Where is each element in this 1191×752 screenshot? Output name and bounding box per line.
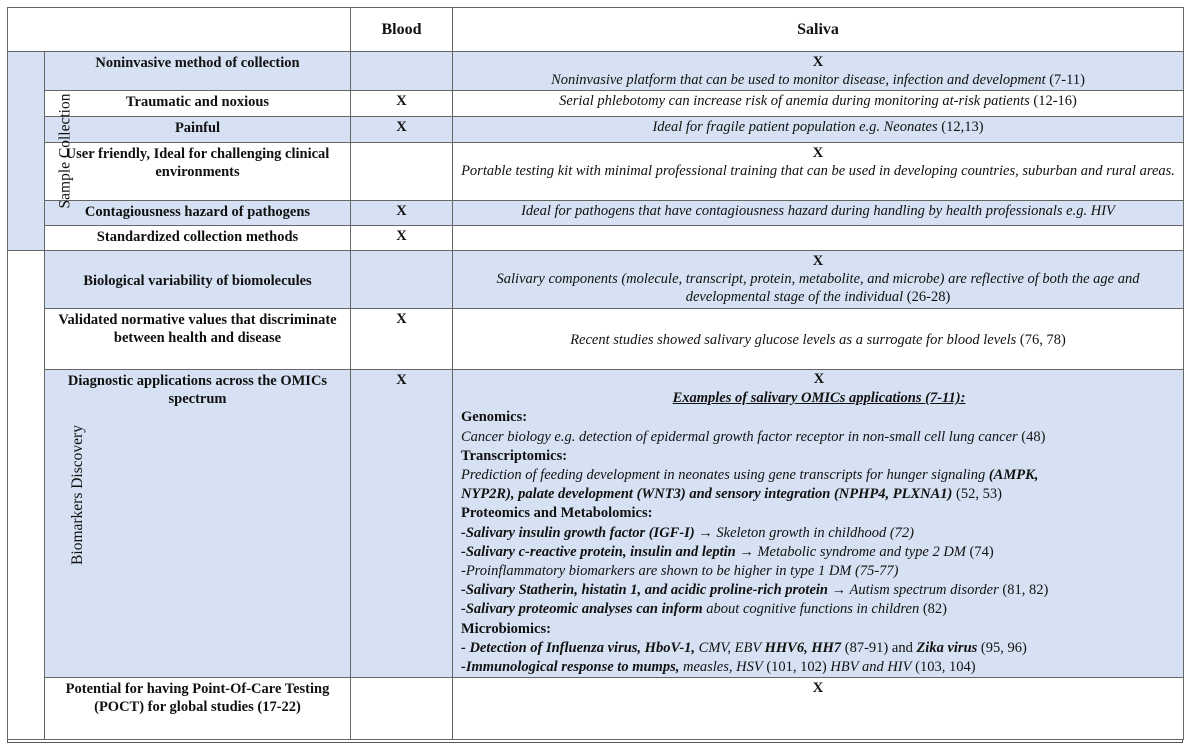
table-row: [8, 309, 1184, 370]
genomics-text: Cancer biology e.g. detection of epidermal growth factor receptor in non-small cell lung cancer: [461, 428, 1018, 445]
group-label-sample-collection: [8, 52, 74, 251]
microbiomics-item-1-bold: - Detection of Influenza virus, HboV-1,: [461, 639, 696, 656]
criterion-cell: Contagiousness hazard of pathogens: [45, 201, 351, 226]
proteomics-item-4-text: Autism spectrum disorder: [846, 582, 999, 599]
table-row: [8, 201, 1184, 226]
transcriptomics-ref: (52, 53): [952, 486, 1002, 503]
saliva-cell: [453, 309, 1184, 370]
header-corner: [8, 8, 351, 52]
group-label-text: Biomarkers Discovery: [68, 425, 86, 566]
table-row: [8, 52, 1184, 91]
table-row: [8, 251, 1184, 309]
saliva-ref: (26-28): [903, 289, 951, 305]
criterion-cell: User friendly, Ideal for challenging clinical environments: [45, 143, 351, 201]
blood-cell: X: [351, 226, 453, 251]
blood-cell: [351, 678, 453, 740]
microbiomics-item-1-ref-2: (95, 96): [977, 639, 1027, 656]
criterion-cell: Traumatic and noxious: [45, 91, 351, 117]
saliva-text: Ideal for fragile patient population e.g. Neonates: [652, 119, 938, 135]
transcriptomics-heading: Transcriptomics:: [461, 447, 568, 464]
saliva-x-mark: X: [812, 680, 824, 697]
saliva-cell: [453, 91, 1184, 117]
proteomics-item-5-text: about cognitive functions in children: [702, 601, 920, 618]
microbiomics-item-2-text: measles, HSV: [679, 659, 763, 676]
genomics-heading: Genomics:: [461, 409, 528, 426]
microbiomics-heading: Microbiomics:: [461, 620, 551, 637]
criterion-cell: Noninvasive method of collection: [45, 52, 351, 91]
saliva-x-mark: X: [812, 253, 824, 269]
saliva-cell: [453, 52, 1184, 91]
blood-cell: X: [351, 309, 453, 370]
proteomics-item-4-bold: -Salivary Statherin, histatin 1, and acidic proline-rich protein →: [461, 582, 847, 599]
saliva-cell: [453, 143, 1184, 201]
table-row: [8, 143, 1184, 201]
proteomics-item-5-ref: (82): [919, 601, 947, 618]
proteomics-heading: Proteomics and Metabolomics:: [461, 505, 653, 522]
saliva-x-mark: X: [813, 371, 825, 387]
blood-cell: X: [351, 91, 453, 117]
header-row: [8, 8, 1184, 52]
saliva-text: Salivary components (molecule, transcript, protein, metabolite, and microbe) are reflective of both the age and developmental stage of the individual: [496, 271, 1140, 305]
table-row: [8, 117, 1184, 143]
microbiomics-item-2-text-2: HBV and HIV: [830, 659, 912, 676]
microbiomics-item-2-bold: -Immunological response to mumps,: [461, 659, 680, 676]
microbiomics-item-1-bold-2: HHV6, HH7: [764, 639, 842, 656]
saliva-x-mark: X: [812, 54, 824, 70]
criterion-cell: Potential for having Point-Of-Care Testing (POCT) for global studies (17-22): [45, 678, 351, 740]
group-label-biomarkers-discovery: [8, 251, 86, 740]
blood-cell: X: [351, 370, 453, 678]
microbiomics-item-2-ref: (101, 102): [762, 659, 831, 676]
blood-cell: X: [351, 201, 453, 226]
criterion-cell: Biological variability of biomolecules: [45, 251, 351, 309]
blood-cell: [351, 143, 453, 201]
saliva-text: Ideal for pathogens that have contagiousness hazard during handling by health professionals e.g. HIV: [521, 203, 1115, 219]
criterion-cell: Diagnostic applications across the OMICs spectrum: [45, 370, 351, 678]
proteomics-item-3-text: -Proinflammatory biomarkers are shown to be higher in type 1 DM (75-77): [461, 563, 899, 580]
saliva-cell: [453, 678, 1184, 740]
saliva-ref: (7-11): [1045, 72, 1085, 88]
saliva-text: Recent studies showed salivary glucose levels as a surrogate for blood levels: [570, 331, 1017, 348]
header-saliva: Saliva: [453, 8, 1184, 52]
saliva-text: Serial phlebotomy can increase risk of anemia during monitoring at-risk patients: [559, 93, 1030, 109]
omics-cell: [453, 370, 1184, 678]
proteomics-item-1-bold: -Salivary insulin growth factor (IGF-I) →: [461, 524, 713, 541]
proteomics-item-4-ref: (81, 82): [998, 582, 1049, 599]
criterion-cell: Standardized collection methods: [45, 226, 351, 251]
header-blood: Blood: [351, 8, 453, 52]
transcriptomics-text: Prediction of feeding development in neonates using gene transcripts for hunger signaling: [461, 467, 989, 484]
transcriptomics-genes: (AMPK,: [988, 467, 1039, 484]
table-row: [8, 678, 1184, 740]
blood-cell: X: [351, 117, 453, 143]
criterion-cell: Painful: [45, 117, 351, 143]
proteomics-item-2-ref: (74): [965, 543, 994, 560]
microbiomics-item-1-ref: (87-91): [841, 639, 889, 656]
blood-cell: [351, 251, 453, 309]
proteomics-item-2-bold: -Salivary c-reactive protein, insulin and leptin →: [461, 543, 754, 560]
saliva-ref: (12,13): [937, 119, 984, 135]
saliva-cell: [453, 201, 1184, 226]
proteomics-item-5-bold: -Salivary proteomic analyses can inform: [461, 601, 703, 618]
saliva-cell: [453, 251, 1184, 309]
table-row: [8, 226, 1184, 251]
proteomics-item-1-text: Skeleton growth in childhood (72): [712, 524, 915, 541]
saliva-text: Noninvasive platform that can be used to monitor disease, infection and development: [551, 72, 1046, 88]
comparison-table: [7, 7, 1184, 740]
saliva-ref: (76, 78): [1016, 331, 1066, 348]
microbiomics-item-2-ref-2: (103, 104): [911, 659, 976, 676]
saliva-text: Portable testing kit with minimal professional training that can be used in developing countries, suburban and rural areas.: [461, 163, 1175, 179]
saliva-x-mark: X: [812, 145, 824, 161]
microbiomics-item-1-text: CMV, EBV: [695, 639, 765, 656]
genomics-ref: (48): [1017, 428, 1046, 445]
microbiomics-item-1-text-2: and: [888, 639, 917, 656]
omics-examples-heading: Examples of salivary OMICs applications (7-11):: [672, 390, 966, 407]
table-row: [8, 91, 1184, 117]
table-row: [8, 370, 1184, 678]
saliva-cell: [453, 226, 1184, 251]
transcriptomics-genes-2: NYP2R), palate development (WNT3) and sensory integration (NPHP4, PLXNA1): [461, 486, 953, 503]
saliva-ref: (12-16): [1029, 93, 1077, 109]
criterion-cell: Validated normative values that discriminate between health and disease: [45, 309, 351, 370]
microbiomics-item-1-bold-3: Zika virus: [916, 639, 978, 656]
saliva-cell: [453, 117, 1184, 143]
proteomics-item-2-text: Metabolic syndrome and type 2 DM: [753, 543, 966, 560]
blood-cell: [351, 52, 453, 91]
group-label-text: Sample Collection: [56, 93, 74, 209]
